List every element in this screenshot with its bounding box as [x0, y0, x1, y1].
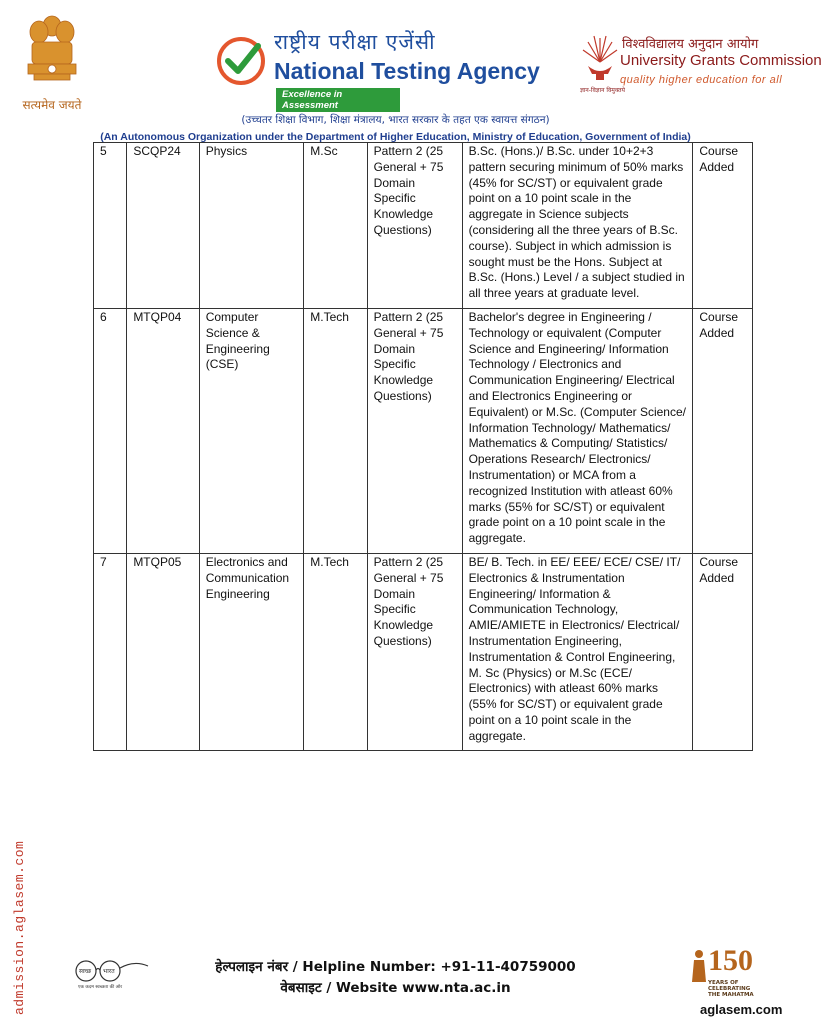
nta-name-english: National Testing Agency	[274, 58, 540, 84]
eligibility-criteria: BE/ B. Tech. in EE/ EEE/ ECE/ CSE/ IT/ Electronics & Instrumentation Engineering/ Information & Communication Technology, AMIE/AMIETE in Electronics/ Electrical/ Instrumentation Engineering, Instrumentation & Control Engineering, M. Sc (Physics) or M.Sc (ECE/ Electronics) with atleast 60% marks (55% for SC/ST) or equivalent grade point on a 10 point scale in the aggregate.	[462, 553, 693, 751]
side-watermark-text: admission.aglasem.com	[12, 840, 27, 1015]
ugc-logo	[580, 30, 822, 100]
nta-tagline: Excellence in Assessment	[276, 88, 400, 112]
nta-check-icon	[216, 36, 266, 86]
exam-pattern: Pattern 2 (25 General + 75 Domain Specific Knowledge Questions)	[367, 308, 462, 553]
course-remarks: Course Added	[693, 143, 753, 309]
table-row	[94, 143, 753, 309]
ugc-name-english: University Grants Commission	[620, 52, 822, 69]
swachh-word: स्वच्छ	[79, 968, 92, 975]
ugc-motto: ज्ञान-विज्ञान विमुक्तये	[580, 87, 626, 94]
ugc-tagline: quality higher education for all	[620, 74, 783, 86]
course-degree: M.Tech	[304, 308, 367, 553]
emblem-motto: सत्यमेव जयते	[22, 98, 82, 112]
bottom-watermark: aglasem.com	[700, 1002, 783, 1017]
gandhi-150-logo	[688, 944, 768, 1002]
org-description-hindi: (उच्चतर शिक्षा विभाग, शिक्षा मंत्रालय, भारत सरकार के तहत एक स्वायत्त संगठन)	[241, 114, 550, 126]
course-subject: Electronics and Communication Engineering	[199, 553, 304, 751]
website-link[interactable]: वेबसाइट / Website www.nta.ac.in	[280, 980, 511, 996]
course-remarks: Course Added	[693, 308, 753, 553]
org-description-english: (An Autonomous Organization under the Department of Higher Education, Ministry of Education, Government of India)	[100, 131, 691, 143]
g150-number: 150	[708, 944, 753, 977]
bharat-word: भारत	[103, 968, 115, 975]
eligibility-criteria: B.Sc. (Hons.)/ B.Sc. under 10+2+3 pattern securing minimum of 50% marks (45% for SC/ST) or equivalent grade point on a 10 point scale in the aggregate in Science subjects (considering all the three years of B.Sc. course). Subject in which admission is sought must be the Hons. Subject at B.Sc. (Hons.) Level / a subject studied in all three years at graduate level.	[462, 143, 693, 309]
nta-name-hindi: राष्ट्रीय परीक्षा एजेंसी	[274, 30, 436, 54]
ugc-lamp-icon	[580, 30, 620, 90]
course-subject: Physics	[199, 143, 304, 309]
course-code: MTQP05	[127, 553, 199, 751]
lion-capital-icon	[20, 12, 84, 94]
helpline-number: हेल्पलाइन नंबर / Helpline Number: +91-11-40759000	[215, 959, 576, 975]
table-row	[94, 553, 753, 751]
course-subject: Computer Science & Engineering (CSE)	[199, 308, 304, 553]
row-number: 5	[94, 143, 127, 309]
gandhi-silhouette-icon	[688, 948, 710, 984]
ugc-name-hindi: विश्वविद्यालय अनुदान आयोग	[622, 37, 759, 52]
table-row	[94, 308, 753, 553]
exam-pattern: Pattern 2 (25 General + 75 Domain Specific Knowledge Questions)	[367, 553, 462, 751]
eligibility-criteria: Bachelor's degree in Engineering / Technology or equivalent (Computer Science and Engineering/ Information Technology / Electronics and Communication Engineering/ Electrical and Electronics Engineering or Equivalent) or M.Sc. (Computer Science/ Information Technology/ Mathematics/ Mathematics & Computing/ Statistics/ Operations Research/ Electronics/ Instrumentation) or MCA from a recognized Institution with atleast 60% marks (55% for SC/ST) or equivalent grade point on a 10 point scale in the aggregate.	[462, 308, 693, 553]
national-emblem	[14, 12, 90, 116]
nta-logo	[216, 26, 546, 111]
course-code: MTQP04	[127, 308, 199, 553]
course-degree: M.Sc	[304, 143, 367, 309]
exam-pattern: Pattern 2 (25 General + 75 Domain Specific Knowledge Questions)	[367, 143, 462, 309]
course-remarks: Course Added	[693, 553, 753, 751]
course-table	[93, 142, 753, 751]
swachh-slogan: एक कदम स्वच्छता की ओर	[78, 985, 123, 990]
course-code: SCQP24	[127, 143, 199, 309]
row-number: 6	[94, 308, 127, 553]
course-degree: M.Tech	[304, 553, 367, 751]
row-number: 7	[94, 553, 127, 751]
g150-caption: YEARS OF CELEBRATING THE MAHATMA	[708, 980, 754, 998]
